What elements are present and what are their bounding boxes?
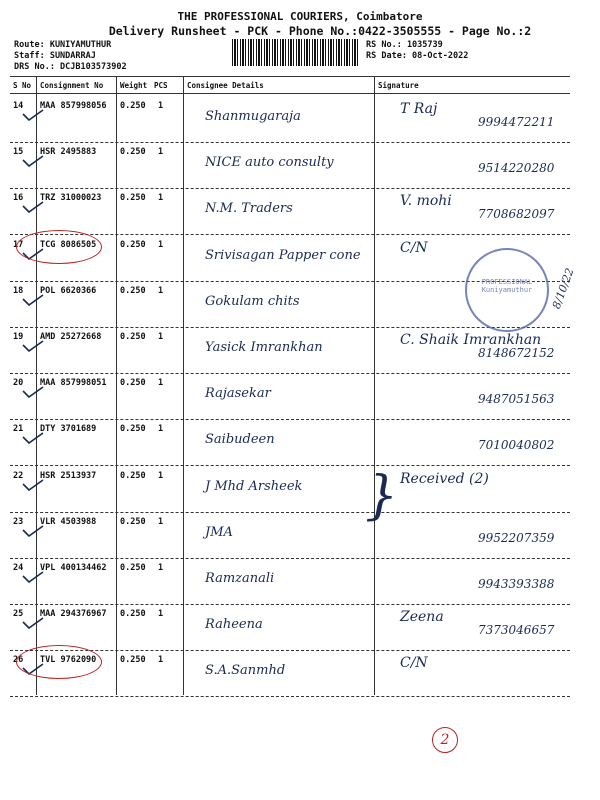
consignee-name: Srivisagan Papper cone bbox=[205, 247, 361, 263]
phone-number: 9514220280 bbox=[478, 161, 555, 176]
route-label: Route: KUNIYAMUTHUR bbox=[14, 40, 112, 50]
consignee-name: JMA bbox=[205, 524, 233, 540]
weight-value: 0.250 bbox=[120, 101, 146, 111]
red-circle-mark bbox=[16, 645, 102, 679]
signature-scrawl: V. mohi bbox=[400, 193, 452, 210]
weight-value: 0.250 bbox=[120, 378, 146, 389]
serial-number: 19 bbox=[13, 332, 24, 342]
serial-number: 18 bbox=[13, 285, 24, 296]
consignment-number: HSR 2513937 bbox=[40, 470, 97, 481]
pcs-count: 1 bbox=[158, 424, 164, 435]
staff-label: Staff: SUNDARRAJ bbox=[14, 51, 96, 61]
page-number: 2 bbox=[432, 727, 458, 753]
pcs-count: 1 bbox=[158, 147, 164, 158]
table-row bbox=[0, 143, 600, 189]
consignee-name: Saibudeen bbox=[205, 432, 275, 448]
consignee-name: Yasick Imrankhan bbox=[205, 340, 323, 355]
table-row bbox=[0, 559, 600, 605]
phone-number: 7010040802 bbox=[478, 438, 555, 453]
consignment-number: TVL 9762090 bbox=[40, 655, 97, 666]
consignment-number: TCG 8086505 bbox=[40, 239, 97, 250]
consignment-number: MAA 857998051 bbox=[40, 378, 107, 389]
consignment-number: DTY 3701689 bbox=[40, 424, 97, 435]
pcs-count: 1 bbox=[158, 285, 164, 296]
weight-value: 0.250 bbox=[120, 239, 146, 250]
red-circle-mark bbox=[16, 230, 102, 264]
weight-value: 0.250 bbox=[120, 193, 146, 204]
table-row bbox=[0, 651, 600, 697]
grouping-brace: } bbox=[365, 466, 399, 526]
row-divider bbox=[10, 696, 570, 697]
consignee-name: Shanmugaraja bbox=[205, 109, 301, 124]
consignee-name: J Mhd Arsheek bbox=[205, 478, 303, 494]
checkmark-icon bbox=[22, 386, 44, 398]
checkmark-icon bbox=[22, 479, 44, 491]
signature-scrawl: Zeena bbox=[400, 609, 444, 626]
stamp-date-scrawl: 8/10/22 bbox=[549, 266, 577, 311]
rs-number: RS No.: 1035739 bbox=[366, 40, 443, 50]
pcs-count: 1 bbox=[158, 609, 164, 620]
table-row bbox=[0, 374, 600, 420]
serial-number: 23 bbox=[13, 516, 24, 527]
signature-scrawl: C/N bbox=[400, 239, 428, 256]
serial-number: 22 bbox=[13, 470, 24, 481]
consignee-name: NICE auto consulty bbox=[205, 155, 334, 171]
serial-number: 16 bbox=[13, 193, 24, 204]
consignee-name: Ramzanali bbox=[205, 571, 275, 586]
phone-number: 8148672152 bbox=[478, 346, 555, 360]
serial-number: 21 bbox=[13, 424, 24, 435]
serial-number: 17 bbox=[13, 239, 24, 250]
weight-value: 0.250 bbox=[120, 424, 146, 435]
checkmark-icon bbox=[22, 525, 44, 537]
serial-number: 15 bbox=[13, 147, 24, 158]
signature-scrawl: T Raj bbox=[400, 101, 438, 117]
checkmark-icon bbox=[22, 571, 44, 583]
weight-value: 0.250 bbox=[120, 516, 146, 527]
weight-value: 0.250 bbox=[120, 332, 146, 342]
pcs-count: 1 bbox=[158, 470, 164, 481]
serial-number: 20 bbox=[13, 378, 24, 389]
table-header-border bbox=[10, 93, 570, 94]
consignee-name: Gokulam chits bbox=[205, 293, 300, 309]
serial-number: 14 bbox=[13, 101, 24, 111]
signature-scrawl: C/N bbox=[400, 655, 428, 672]
table-row bbox=[0, 189, 600, 235]
table-row bbox=[0, 328, 600, 374]
col-header-signature: Signature bbox=[378, 81, 419, 90]
pcs-count: 1 bbox=[158, 563, 164, 573]
checkmark-icon bbox=[22, 201, 44, 213]
consignment-number: MAA 857998056 bbox=[40, 101, 107, 111]
rs-date: RS Date: 08-Oct-2022 bbox=[366, 51, 469, 61]
consignee-name: Rajasekar bbox=[205, 386, 271, 402]
table-row bbox=[0, 513, 600, 559]
checkmark-icon bbox=[22, 432, 44, 444]
weight-value: 0.250 bbox=[120, 655, 146, 666]
weight-value: 0.250 bbox=[120, 147, 146, 158]
checkmark-icon bbox=[22, 340, 44, 352]
pcs-count: 1 bbox=[158, 193, 164, 204]
checkmark-icon bbox=[22, 617, 44, 629]
barcode-image bbox=[232, 39, 360, 66]
consignee-name: Raheena bbox=[205, 617, 263, 633]
pcs-count: 1 bbox=[158, 655, 164, 666]
pcs-count: 1 bbox=[158, 239, 164, 250]
consignee-name: N.M. Traders bbox=[205, 201, 293, 217]
col-header-consignee: Consignee Details bbox=[187, 81, 264, 90]
table-row bbox=[0, 605, 600, 651]
table-top-border bbox=[10, 76, 570, 77]
serial-number: 25 bbox=[13, 609, 24, 620]
col-header-sno: S No bbox=[13, 81, 32, 90]
pcs-count: 1 bbox=[158, 101, 164, 111]
phone-number: 9952207359 bbox=[478, 530, 555, 545]
phone-number: 9943393388 bbox=[478, 577, 555, 591]
runsheet-subtitle: Delivery Runsheet - PCK - Phone No.:0422-3505555 - Page No.:2 bbox=[108, 24, 532, 38]
pcs-count: 1 bbox=[158, 332, 164, 342]
consignment-number: AMD 25272668 bbox=[40, 332, 102, 342]
weight-value: 0.250 bbox=[120, 563, 146, 573]
consignment-number: MAA 294376967 bbox=[40, 609, 107, 620]
phone-number: 9994472211 bbox=[478, 115, 555, 129]
signature-scrawl: C. Shaik Imrankhan bbox=[400, 332, 542, 348]
serial-number: 24 bbox=[13, 563, 24, 573]
table-row bbox=[0, 420, 600, 466]
checkmark-icon bbox=[22, 294, 44, 306]
weight-value: 0.250 bbox=[120, 609, 146, 620]
courier-stamp: PROFESSIONAL Kuniyamuthur bbox=[465, 248, 549, 332]
table-row bbox=[0, 97, 600, 143]
consignment-number: HSR 2495883 bbox=[40, 147, 97, 158]
phone-number: 9487051563 bbox=[478, 392, 555, 407]
consignment-number: POL 6620366 bbox=[40, 285, 97, 296]
weight-value: 0.250 bbox=[120, 285, 146, 296]
consignment-number: VPL 400134462 bbox=[40, 563, 107, 573]
col-header-pcs: PCS bbox=[154, 81, 168, 90]
phone-number: 7708682097 bbox=[478, 207, 555, 222]
table-row bbox=[0, 467, 600, 513]
consignment-number: VLR 4503988 bbox=[40, 516, 97, 527]
serial-number: 26 bbox=[13, 655, 24, 666]
checkmark-icon bbox=[22, 155, 44, 167]
phone-number: 7373046657 bbox=[478, 623, 555, 638]
col-header-consignment: Consignment No bbox=[40, 81, 104, 90]
signature-scrawl: Received (2) bbox=[400, 470, 489, 487]
pcs-count: 1 bbox=[158, 516, 164, 527]
company-title: THE PROFESSIONAL COURIERS, Coimbatore bbox=[177, 10, 423, 23]
consignee-name: S.A.Sanmhd bbox=[205, 663, 286, 679]
drs-label: DRS No.: DCJB103573902 bbox=[14, 62, 127, 72]
consignment-number: TRZ 31000023 bbox=[40, 193, 102, 204]
weight-value: 0.250 bbox=[120, 470, 146, 481]
checkmark-icon bbox=[22, 109, 44, 121]
pcs-count: 1 bbox=[158, 378, 164, 389]
col-header-weight: Weight bbox=[120, 81, 148, 90]
